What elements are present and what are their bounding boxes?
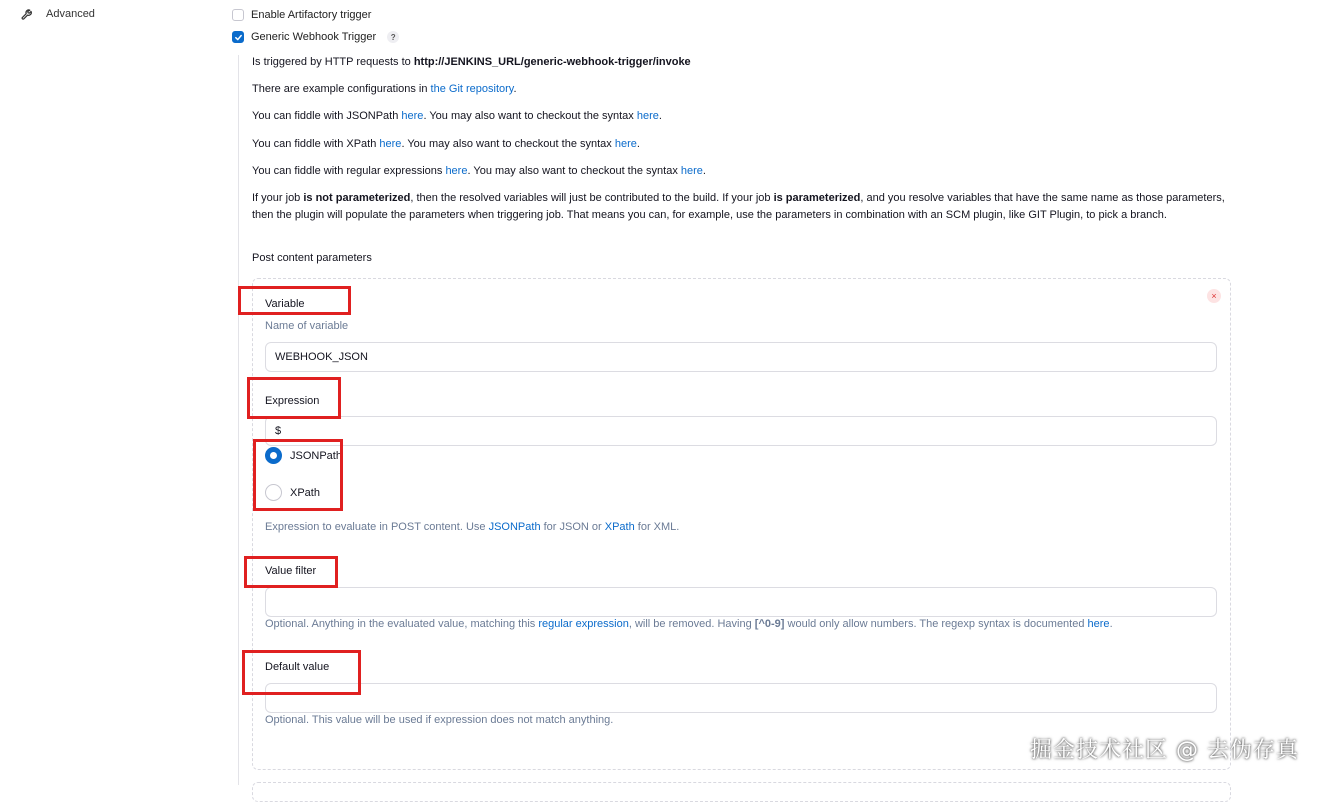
- desc-text: You can fiddle with JSONPath: [252, 110, 402, 122]
- desc-text: .: [1109, 618, 1113, 630]
- desc-bold: is not parameterized: [303, 192, 411, 204]
- value-filter-input[interactable]: [265, 587, 1217, 617]
- generic-webhook-trigger-option[interactable]: [232, 31, 399, 43]
- section-divider: [238, 55, 239, 785]
- desc-text: . You may also want to checkout the syntax: [401, 138, 615, 150]
- generic-webhook-trigger-label[interactable]: Generic Webhook Trigger: [251, 31, 377, 43]
- value-filter-description: [265, 618, 1113, 630]
- artifactory-trigger-label[interactable]: Enable Artifactory trigger: [251, 9, 372, 21]
- expression-label: Expression: [265, 395, 320, 407]
- regex-syntax-link[interactable]: here: [680, 165, 703, 177]
- desc-text: You can fiddle with regular expressions: [252, 165, 446, 177]
- default-value-input[interactable]: [265, 683, 1217, 713]
- next-parameter-block: [252, 782, 1231, 802]
- desc-text: for JSON or: [540, 521, 605, 533]
- regular-expression-link[interactable]: regular expression: [538, 618, 629, 630]
- radio-jsonpath[interactable]: [265, 447, 282, 464]
- help-icon[interactable]: ?: [387, 31, 399, 43]
- variable-label: Variable: [265, 298, 305, 310]
- variable-description: Name of variable: [265, 320, 349, 332]
- desc-text: You can fiddle with XPath: [252, 138, 380, 150]
- radio-xpath[interactable]: [265, 484, 282, 501]
- default-value-description: Optional. This value will be used if expression does not match anything.: [265, 714, 614, 726]
- desc-text: If your job: [252, 192, 304, 204]
- default-value-label: Default value: [265, 661, 330, 673]
- desc-text: , will be removed. Having: [628, 618, 755, 630]
- desc-text: .: [513, 83, 517, 95]
- desc-text: Expression to evaluate in POST content. Use: [265, 521, 489, 533]
- desc-text: . You may also want to checkout the syntax: [423, 110, 637, 122]
- desc-jsonpath: [252, 108, 1232, 125]
- variable-input[interactable]: [265, 342, 1217, 372]
- xpath-fiddle-link[interactable]: here: [379, 138, 402, 150]
- desc-examples: [252, 81, 1232, 98]
- radio-xpath-label[interactable]: XPath: [290, 486, 320, 499]
- jsonpath-link[interactable]: JSONPath: [488, 521, 541, 533]
- radio-xpath-option[interactable]: [265, 484, 320, 501]
- desc-text: , and you resolve variables that have the same name as those parameters, then the plugin will populate the parameters when triggering job. That means you can, for example, use the parameters in combination with an SCM plugin, like GIT Plugin, to pick a branch.: [252, 192, 1225, 221]
- regex-example: [^0-9]: [754, 618, 785, 630]
- desc-text: would only allow numbers. The regexp syntax is documented: [784, 618, 1088, 630]
- jsonpath-syntax-link[interactable]: here: [636, 110, 659, 122]
- artifactory-trigger-option[interactable]: [232, 9, 371, 21]
- radio-jsonpath-option[interactable]: [265, 447, 342, 464]
- xpath-link[interactable]: XPath: [604, 521, 635, 533]
- desc-xpath: [252, 136, 1232, 153]
- regexp-syntax-link[interactable]: here: [1087, 618, 1110, 630]
- expression-description: [265, 521, 679, 533]
- artifactory-trigger-checkbox[interactable]: [232, 9, 244, 21]
- nav-item-advanced[interactable]: [20, 6, 95, 22]
- desc-bold: is parameterized: [773, 192, 861, 204]
- radio-jsonpath-label[interactable]: JSONPath: [290, 449, 342, 462]
- regex-fiddle-link[interactable]: here: [445, 165, 468, 177]
- desc-text: Optional. Anything in the evaluated value, matching this: [265, 618, 539, 630]
- desc-text: , then the resolved variables will just be contributed to the build. If your job: [410, 192, 774, 204]
- jsonpath-fiddle-link[interactable]: here: [401, 110, 424, 122]
- nav-advanced-label: Advanced: [46, 8, 95, 20]
- desc-parameterized: [252, 190, 1232, 223]
- value-filter-label: Value filter: [265, 565, 317, 577]
- watermark: 掘金技术社区 @ 去伪存真: [1030, 738, 1299, 763]
- desc-text: Is triggered by HTTP requests to: [252, 56, 414, 68]
- post-content-parameters-label: Post content parameters: [252, 252, 372, 264]
- desc-text: There are example configurations in: [252, 83, 431, 95]
- desc-text: .: [658, 110, 662, 122]
- desc-text: for XML.: [634, 521, 680, 533]
- xpath-syntax-link[interactable]: here: [614, 138, 637, 150]
- desc-invoke-url: [252, 54, 1232, 71]
- desc-text: . You may also want to checkout the syntax: [467, 165, 681, 177]
- expression-input[interactable]: [265, 416, 1217, 446]
- desc-text: .: [702, 165, 706, 177]
- invoke-url: http://JENKINS_URL/generic-webhook-trigger/invoke: [413, 56, 691, 68]
- wrench-icon: [20, 6, 36, 22]
- git-repository-link[interactable]: the Git repository: [430, 83, 514, 95]
- desc-text: .: [636, 138, 640, 150]
- check-icon: [234, 33, 243, 42]
- generic-webhook-trigger-checkbox[interactable]: [232, 31, 244, 43]
- delete-parameter-button[interactable]: ×: [1207, 289, 1221, 303]
- desc-regex: [252, 163, 1232, 180]
